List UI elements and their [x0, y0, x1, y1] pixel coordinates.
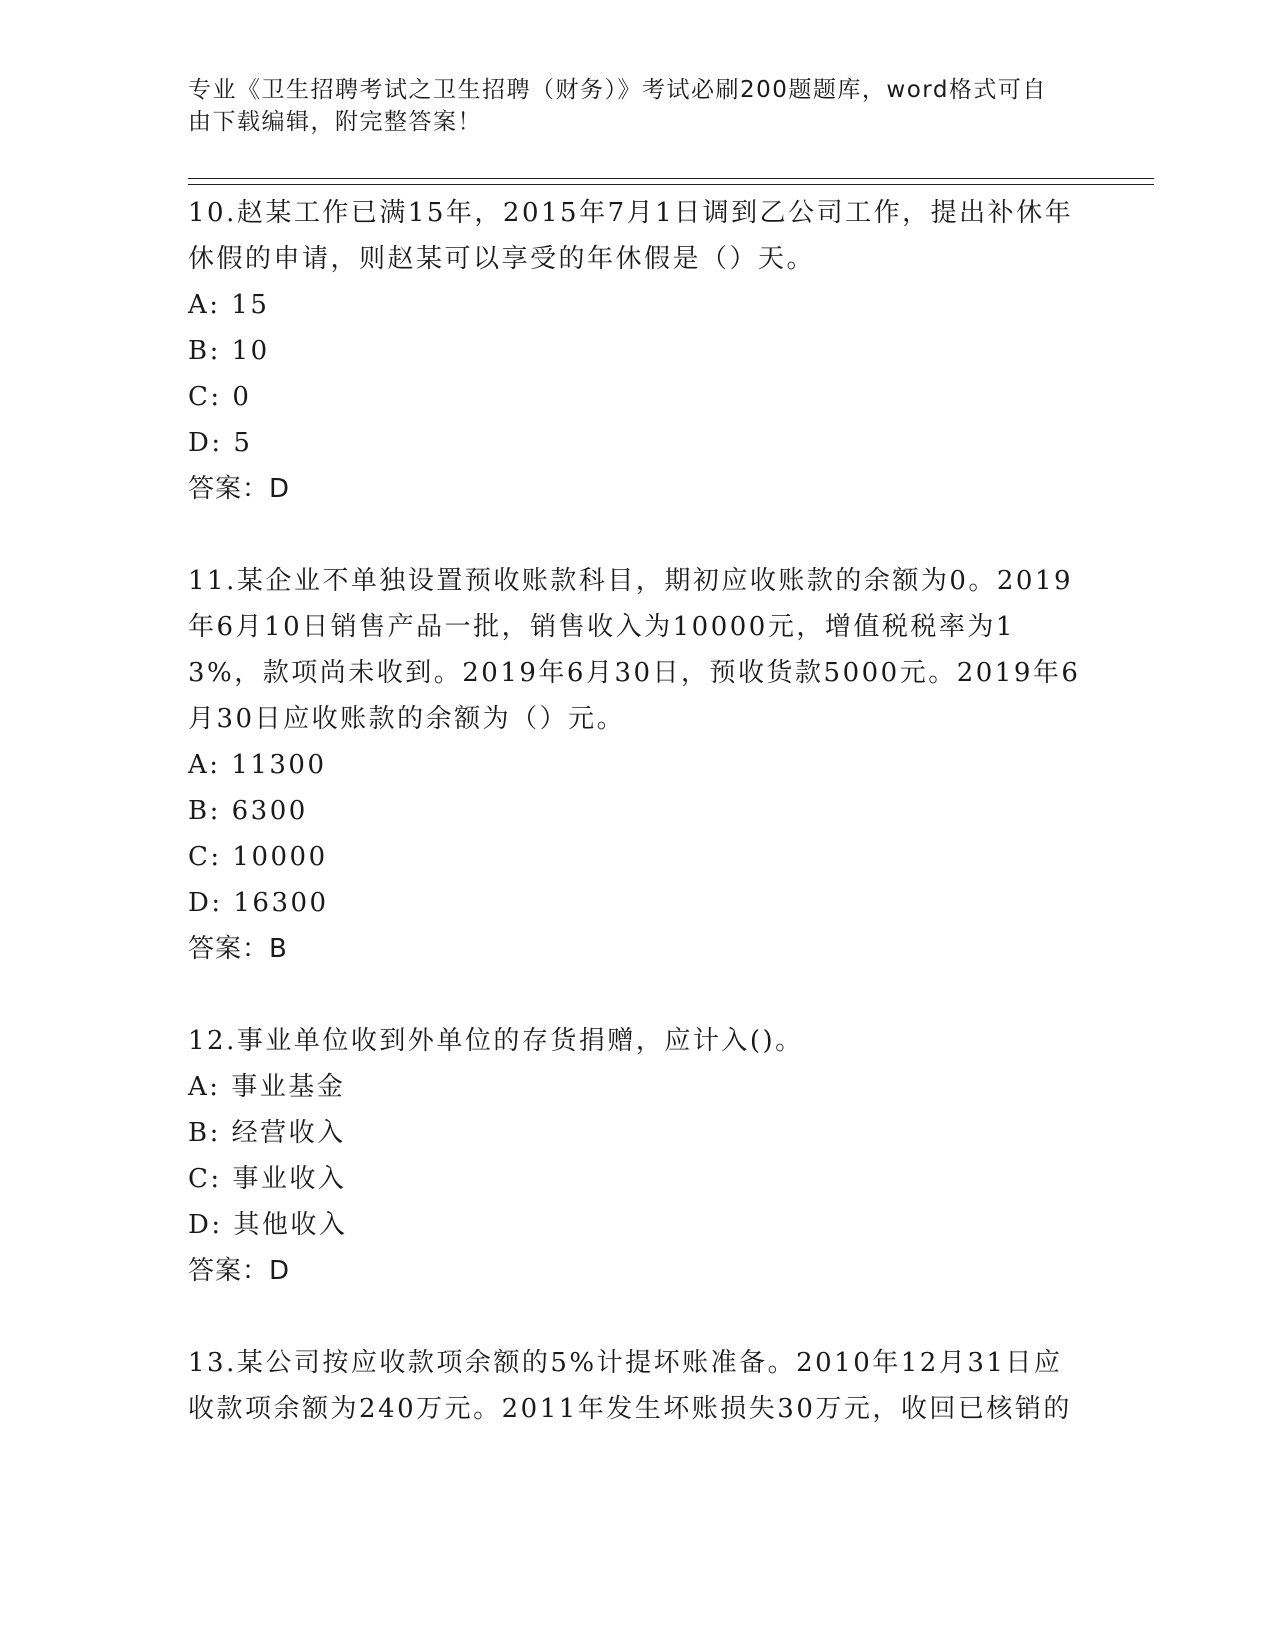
option-b: B: 6300	[188, 796, 308, 826]
document-header: 专业《卫生招聘考试之卫生招聘（财务）》考试必刷200题题库，word格式可自由下载编辑，附完整答案！	[188, 77, 1047, 135]
option-a: A: 15	[188, 290, 270, 320]
option-d: D: 16300	[188, 888, 329, 918]
question-list	[188, 190, 1088, 1432]
question-11	[188, 558, 1088, 972]
question-stem: 13.某公司按应收款项余额的5%计提坏账准备。2010年12月31日应收款项余额为240万元。2011年发生坏账损失30万元，收回已核销的	[188, 1348, 1072, 1424]
question-stem: 10.赵某工作已满15年，2015年7月1日调到乙公司工作，提出补休年休假的申请，则赵某可以享受的年休假是（）天。	[188, 198, 1074, 274]
answer-line: 答案：D	[188, 474, 291, 504]
option-d: D: 其他收入	[188, 1210, 348, 1240]
option-c: C: 0	[188, 382, 252, 412]
option-b: B: 经营收入	[188, 1118, 346, 1148]
option-c: C: 10000	[188, 842, 328, 872]
header-divider-top	[188, 178, 1154, 179]
question-10	[188, 190, 1088, 512]
header-divider-bottom	[188, 184, 1154, 185]
option-c: C: 事业收入	[188, 1164, 347, 1194]
option-b: B: 10	[188, 336, 270, 366]
answer-line: 答案：B	[188, 934, 288, 964]
answer-line: 答案：D	[188, 1256, 291, 1286]
option-a: A: 事业基金	[188, 1072, 346, 1102]
question-stem: 12.事业单位收到外单位的存货捐赠，应计入()。	[188, 1026, 804, 1056]
spacer	[188, 972, 1088, 1018]
spacer	[188, 512, 1088, 558]
option-a: A: 11300	[188, 750, 327, 780]
option-d: D: 5	[188, 428, 253, 458]
question-stem: 11.某企业不单独设置预收账款科目，期初应收账款的余额为0。2019年6月10日销售产品一批，销售收入为10000元，增值税税率为13%，款项尚未收到。2019年6月30日，预收货款5000元。2019年6月30日应收账款的余额为（）元。	[188, 566, 1081, 734]
spacer	[188, 1294, 1088, 1340]
question-13	[188, 1340, 1088, 1432]
question-12	[188, 1018, 1088, 1294]
